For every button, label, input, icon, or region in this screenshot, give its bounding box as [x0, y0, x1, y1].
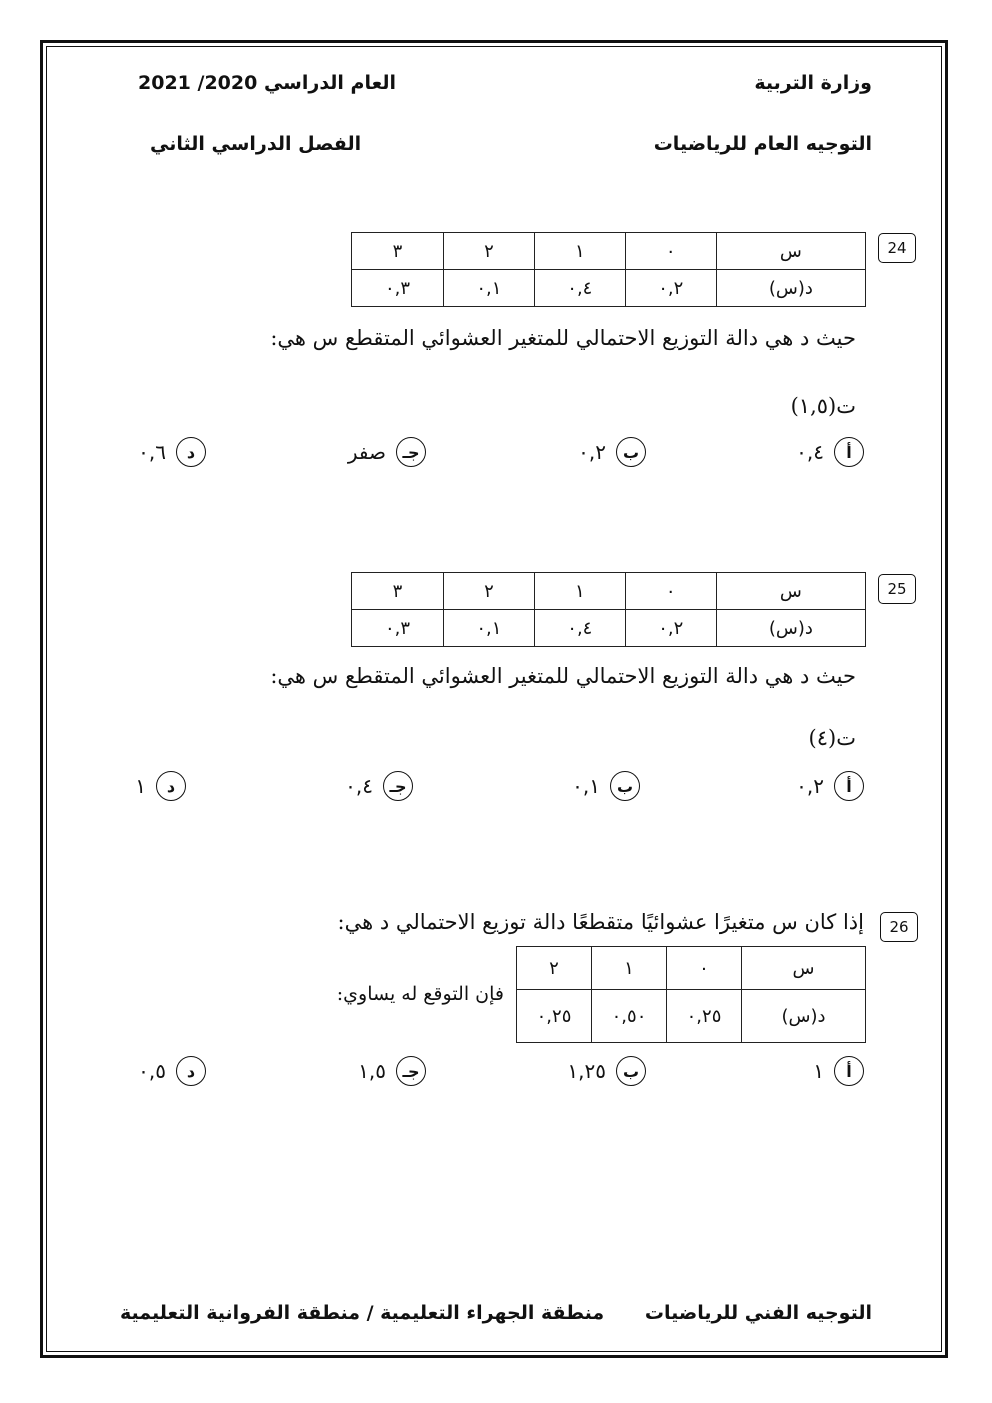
option-a[interactable] — [796, 437, 864, 467]
table-cell: س — [716, 233, 865, 270]
table-cell: س — [716, 573, 865, 610]
table-cell: ٠ — [667, 947, 742, 990]
table-cell: ٣ — [352, 233, 444, 270]
option-value: ٠,٤ — [345, 774, 373, 798]
table-cell: د(س) — [716, 270, 865, 307]
option-letter: د — [156, 771, 186, 801]
option-value: ١,٢٥ — [567, 1059, 606, 1083]
table-cell: ٠,١ — [443, 610, 534, 647]
question-number: 25 — [878, 574, 916, 604]
option-d[interactable] — [138, 437, 206, 467]
ministry-title: وزارة التربية — [754, 72, 872, 94]
question-statement: حيث د هي دالة التوزيع الاحتمالي للمتغير العشوائي المتقطع س هي: — [270, 326, 856, 350]
table-cell: ٠,١ — [443, 270, 534, 307]
table-cell: ٠,٢ — [625, 610, 716, 647]
option-c[interactable] — [348, 437, 426, 467]
option-letter: أ — [834, 771, 864, 801]
table-cell: س — [742, 947, 866, 990]
option-letter: جـ — [396, 437, 426, 467]
option-value: ٠,٥ — [138, 1059, 166, 1083]
option-value: ١ — [135, 774, 146, 798]
option-letter: أ — [834, 437, 864, 467]
question-number: 26 — [880, 912, 918, 942]
probability-table — [516, 946, 866, 1043]
table-cell: د(س) — [742, 990, 866, 1043]
option-b[interactable] — [567, 1056, 646, 1086]
option-b[interactable] — [572, 771, 640, 801]
footer-department: التوجيه الفني للرياضيات — [644, 1302, 872, 1324]
option-d[interactable] — [135, 771, 186, 801]
table-cell: ٠,٢٥ — [517, 990, 592, 1043]
probability-table — [351, 232, 866, 307]
option-value: صفر — [347, 440, 386, 464]
table-cell: ٠ — [625, 573, 716, 610]
option-value: ٠,٤ — [796, 440, 824, 464]
table-cell: ٠,٢ — [625, 270, 716, 307]
option-a[interactable] — [813, 1056, 864, 1086]
option-b[interactable] — [578, 437, 646, 467]
option-letter: ب — [616, 437, 646, 467]
department-title: التوجيه العام للرياضيات — [653, 133, 872, 155]
table-cell: ٢ — [443, 573, 534, 610]
option-letter: ب — [610, 771, 640, 801]
table-cell: ٠,٥٠ — [592, 990, 667, 1043]
table-cell: ٢ — [443, 233, 534, 270]
option-letter: د — [176, 437, 206, 467]
table-cell: ١ — [592, 947, 667, 990]
option-letter: أ — [834, 1056, 864, 1086]
option-letter: جـ — [396, 1056, 426, 1086]
option-value: ٠,٢ — [578, 440, 606, 464]
academic-year: العام الدراسي 2020/ 2021 — [138, 72, 396, 94]
question-prompt: ت(٤) — [808, 726, 856, 750]
option-a[interactable] — [796, 771, 864, 801]
table-cell: ٠,٣ — [352, 270, 444, 307]
option-letter: ب — [616, 1056, 646, 1086]
question-statement: إذا كان س متغيرًا عشوائيًا متقطعًا دالة توزيع الاحتمالي د هي: — [337, 910, 864, 934]
table-cell: د(س) — [716, 610, 865, 647]
footer-regions: منطقة الجهراء التعليمية / منطقة الفروانية التعليمية — [120, 1302, 605, 1324]
question-statement: حيث د هي دالة التوزيع الاحتمالي للمتغير العشوائي المتقطع س هي: — [270, 664, 856, 688]
table-cell: ٠ — [625, 233, 716, 270]
table-cell: ٠,٤ — [534, 610, 625, 647]
table-cell: ٠,٣ — [352, 610, 444, 647]
table-cell: ١ — [534, 573, 625, 610]
option-letter: د — [176, 1056, 206, 1086]
table-cell: ٢ — [517, 947, 592, 990]
table-cell: ٠,٤ — [534, 270, 625, 307]
table-cell: ١ — [534, 233, 625, 270]
option-letter: جـ — [383, 771, 413, 801]
question-number: 24 — [878, 233, 916, 263]
option-value: ٠,١ — [572, 774, 600, 798]
option-c[interactable] — [345, 771, 413, 801]
table-cell: ٣ — [352, 573, 444, 610]
probability-table — [351, 572, 866, 647]
table-cell: ٠,٢٥ — [667, 990, 742, 1043]
option-value: ١,٥ — [358, 1059, 386, 1083]
question-prompt: ت(١,٥) — [790, 394, 856, 418]
option-d[interactable] — [138, 1056, 206, 1086]
option-value: ١ — [813, 1059, 824, 1083]
semester-title: الفصل الدراسي الثاني — [150, 133, 362, 155]
option-value: ٠,٦ — [138, 440, 166, 464]
question-prompt: فإن التوقع له يساوي: — [336, 983, 504, 1005]
option-c[interactable] — [358, 1056, 426, 1086]
option-value: ٠,٢ — [796, 774, 824, 798]
